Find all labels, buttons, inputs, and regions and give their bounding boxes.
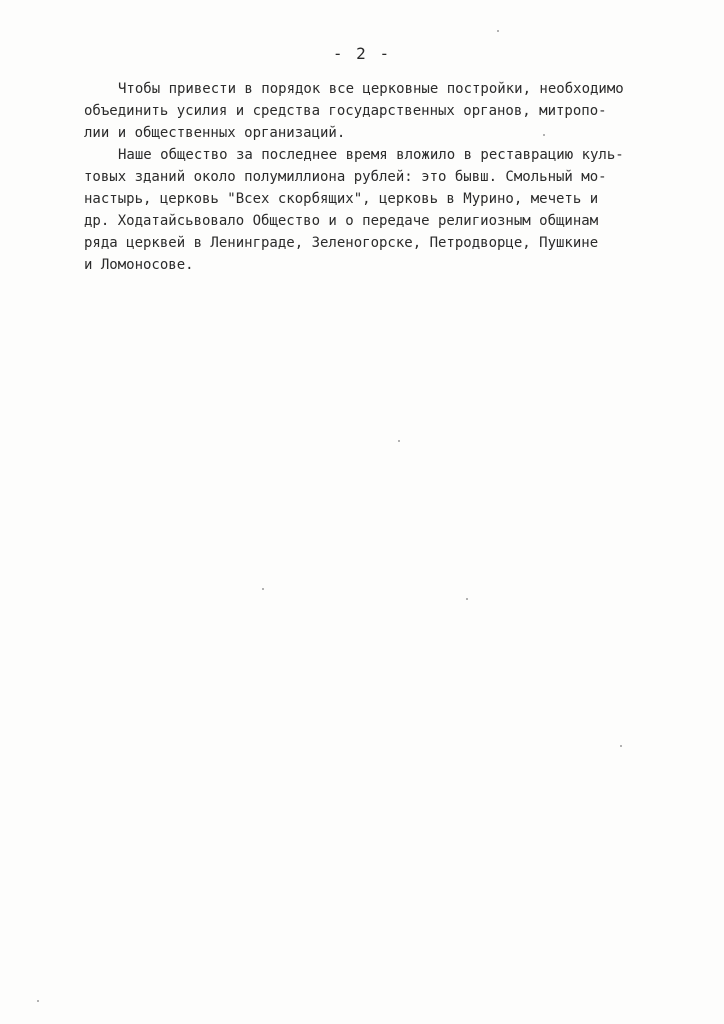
scan-speck <box>262 588 264 590</box>
scan-speck <box>543 134 545 136</box>
scan-speck <box>497 30 499 32</box>
text-line: настырь, церковь "Всех скорбящих", церковь в Мурино, мечеть и <box>84 191 599 207</box>
page-number: - 2 - <box>332 44 392 63</box>
text-line: товых зданий около полумиллиона рублей: это бывш. Смольный мо- <box>84 169 607 185</box>
paragraph-2 <box>84 144 684 276</box>
text-line: ряда церквей в Ленинграде, Зеленогорске, Петродворце, Пушкине <box>84 235 599 251</box>
text-line: и Ломоносове. <box>84 257 194 273</box>
document-body <box>84 78 684 276</box>
scan-speck <box>37 1000 39 1002</box>
scan-speck <box>466 598 468 600</box>
text-line: лии и общественных организаций. <box>84 125 346 141</box>
text-line: Чтобы привести в порядок все церковные постройки, необходимо <box>118 81 624 97</box>
paragraph-1 <box>84 78 684 144</box>
text-line: Наше общество за последнее время вложило в реставрацию куль- <box>118 147 624 163</box>
scan-speck <box>620 745 622 747</box>
scan-speck <box>398 440 400 442</box>
text-line: др. Ходатайсьвовало Общество и о передаче религиозным общинам <box>84 213 599 229</box>
text-line: объединить усилия и средства государственных органов, митропо- <box>84 103 607 119</box>
